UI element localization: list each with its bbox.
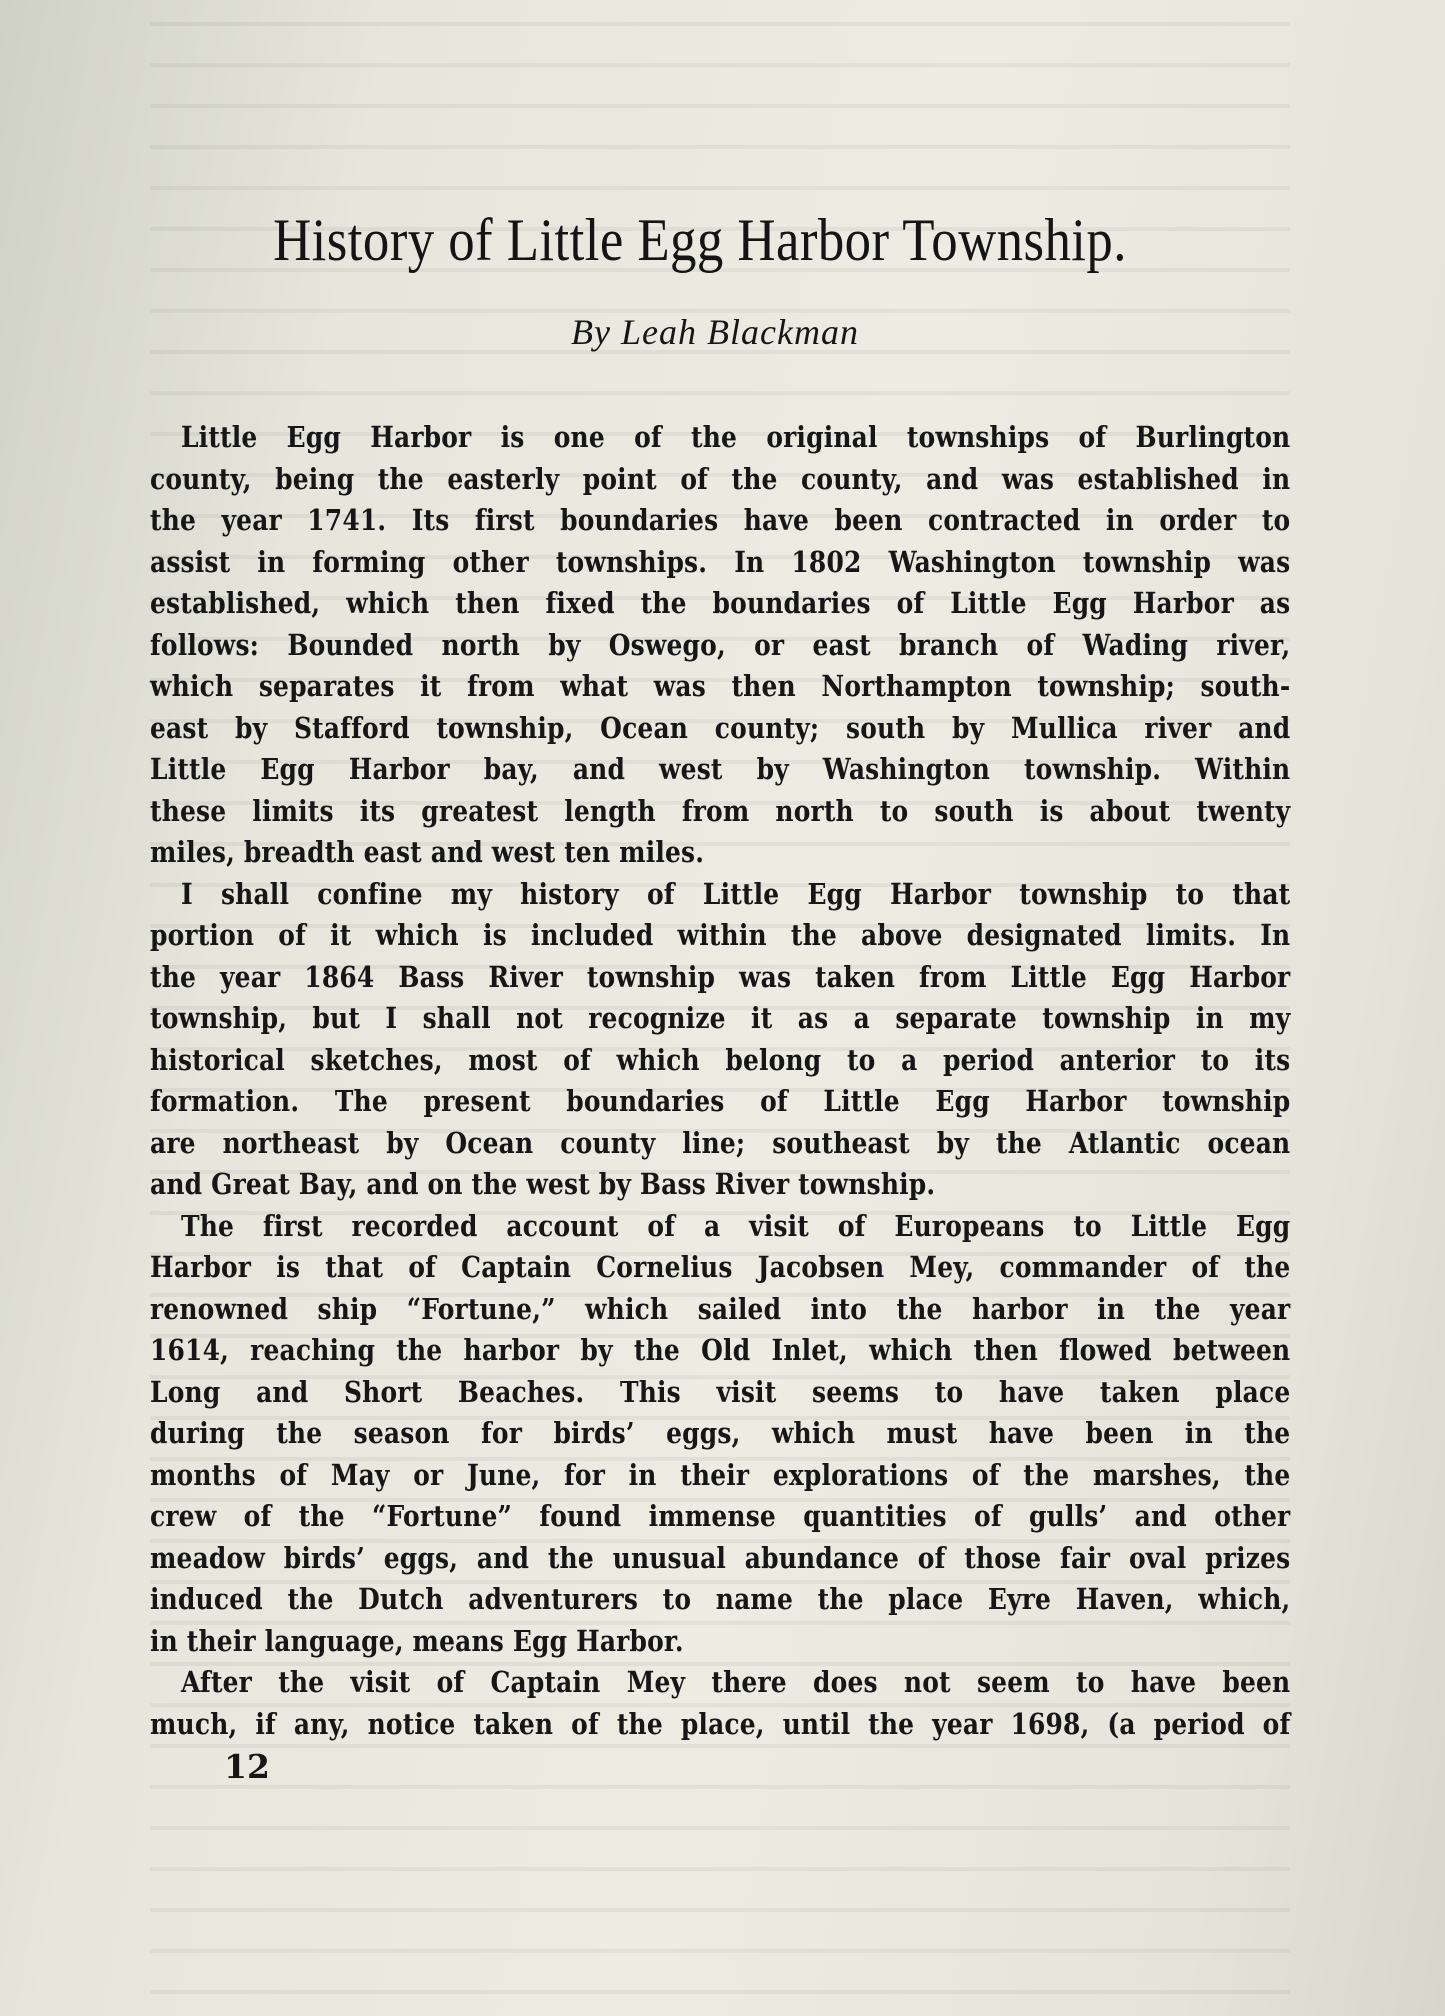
paragraph	[150, 1206, 1290, 1663]
text-line: Harbor is that of Captain Cornelius Jacobsen Mey, commander of the	[150, 1250, 1291, 1284]
text-line: 1614, reaching the harbor by the Old Inlet, which then flowed between	[150, 1333, 1291, 1367]
text-line: established, which then fixed the boundaries of Little Egg Harbor as	[150, 586, 1291, 620]
page-title: History of Little Egg Harbor Township.	[273, 207, 1127, 273]
text-line: the year 1864 Bass River township was taken from Little Egg Harbor	[150, 959, 1291, 994]
text-line: historical sketches, most of which belong to a period anterior to its	[150, 1042, 1291, 1077]
text-line: and Great Bay, and on the west by Bass River township.	[150, 1167, 936, 1201]
text-line: After the visit of Captain Mey there does not seem to have been	[180, 1665, 1291, 1699]
text-line: east by Stafford township, Ocean county; south by Mullica river and	[150, 710, 1291, 745]
text-line: Little Egg Harbor bay, and west by Washington township. Within	[150, 752, 1291, 786]
text-line: meadow birds’ eggs, and the unusual abundance of those fair oval prizes	[150, 1540, 1291, 1575]
text-line: formation. The present boundaries of Little Egg Harbor township	[150, 1084, 1291, 1118]
author-byline: By Leah Blackman	[571, 312, 859, 352]
text-line: which separates it from what was then Northampton township; south-	[150, 669, 1291, 703]
paragraph	[150, 417, 1290, 874]
text-line: Little Egg Harbor is one of the original townships of Burlington	[180, 420, 1291, 454]
text-line: months of May or June, for in their explorations of the marshes, the	[150, 1457, 1291, 1492]
text-line: in their language, means Egg Harbor.	[150, 1623, 684, 1658]
text-line: miles, breadth east and west ten miles.	[150, 835, 705, 869]
text-line: The first recorded account of a visit of Europeans to Little Egg	[180, 1208, 1291, 1243]
text-line: I shall confine my history of Little Egg Harbor township to that	[180, 876, 1291, 911]
paragraph	[150, 1662, 1290, 1745]
text-line: are northeast by Ocean county line; southeast by the Atlantic ocean	[150, 1125, 1291, 1160]
text-line: during the season for birds’ eggs, which must have been in the	[150, 1416, 1291, 1450]
text-line: county, being the easterly point of the county, and was established in	[150, 461, 1291, 496]
page-number: 12	[224, 1747, 270, 1786]
article-body	[150, 417, 1290, 1745]
paragraph	[150, 874, 1290, 1206]
text-line: the year 1741. Its first boundaries have been contracted in order to	[150, 503, 1291, 537]
text-line: induced the Dutch adventurers to name the place Eyre Haven, which,	[150, 1582, 1291, 1616]
text-line: assist in forming other townships. In 1802 Washington township was	[150, 544, 1291, 579]
text-line: township, but I shall not recognize it as a separate township in my	[150, 1001, 1291, 1035]
text-line: these limits its greatest length from north to south is about twenty	[150, 793, 1291, 828]
text-line: crew of the “Fortune” found immense quantities of gulls’ and other	[150, 1499, 1291, 1533]
text-line: follows: Bounded north by Oswego, or east branch of Wading river,	[150, 627, 1291, 662]
text-line: Long and Short Beaches. This visit seems to have taken place	[150, 1374, 1291, 1409]
text-line: renowned ship “Fortune,” which sailed into the harbor in the year	[150, 1291, 1291, 1326]
text-line: much, if any, notice taken of the place, until the year 1698, (a period of	[150, 1706, 1291, 1741]
text-line: portion of it which is included within the above designated limits. In	[150, 918, 1291, 952]
